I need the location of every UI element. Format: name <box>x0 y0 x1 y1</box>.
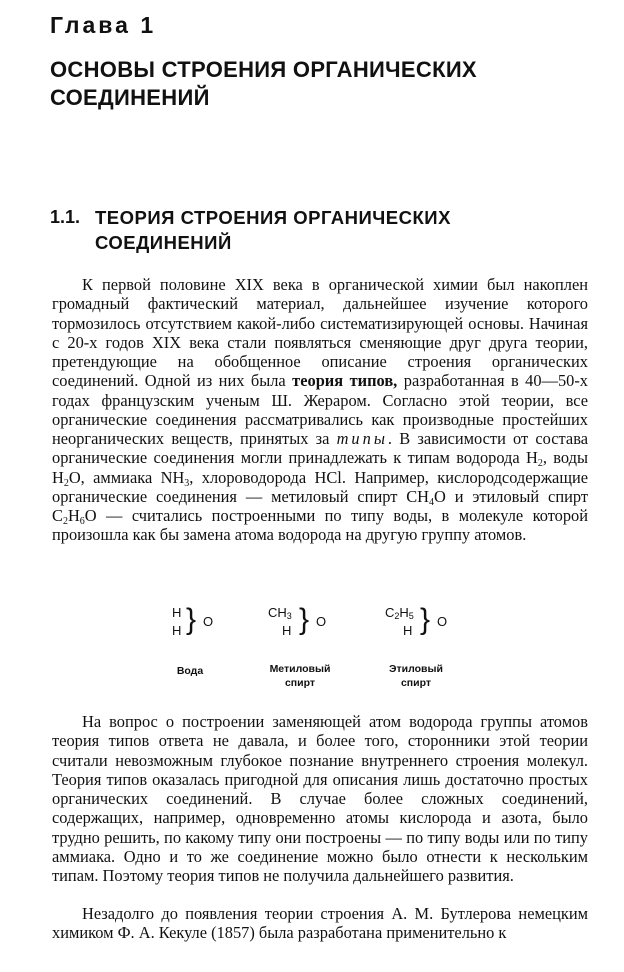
chapter-title: ОСНОВЫ СТРОЕНИЯ ОРГАНИЧЕСКИХ СОЕДИНЕНИЙ <box>50 57 477 110</box>
atom-h-bottom: H <box>282 623 292 638</box>
group-c2h5 <box>385 605 414 621</box>
spaced-term-types: типы <box>336 429 388 448</box>
text-span: разработанная в 40—50-х годах французским ученым Ш. Жераром. Согласно этой теории, все органические соединения рассматривались как производные простейших неорганических веществ, принятых за <box>52 371 588 448</box>
atom-c: C <box>385 605 395 620</box>
subscript: 3 <box>286 611 292 621</box>
subscript: 4 <box>429 496 434 508</box>
text-span: O и этиловый спирт C <box>52 486 589 525</box>
paragraph-kekule: Незадолго до появления теории строения А. М. Бутлерова немецким химиком Ф. А. Кекуле (1857) была разработана применительно к <box>52 904 588 943</box>
bold-term-type-theory: теория типов, <box>292 371 398 391</box>
caption-text: Вода <box>176 665 204 677</box>
text-span: . В зависимости от состава органические соединения могли принадлежать к типам водорода H <box>52 429 588 468</box>
group-ch3-text: CH <box>268 605 287 620</box>
atom-h: H <box>399 605 409 620</box>
caption-ethanol <box>376 662 456 690</box>
subscript: 3 <box>184 477 190 489</box>
text-span: H <box>67 506 80 525</box>
brace-icon: } <box>420 603 431 636</box>
subscript: 6 <box>79 516 85 527</box>
formula-water <box>170 603 230 643</box>
caption-methanol <box>260 662 340 690</box>
text-span: , хлороводорода HCl. Например, кислородсодержащие органические соединения — метиловый спирт CH <box>52 467 589 506</box>
atom-oxygen: O <box>203 614 214 629</box>
brace-icon: } <box>186 603 197 636</box>
paragraph-limitations: На вопрос о построении заменяющей атом водорода группы атомов теория типов ответа не давала, и более того, сторонники этой теории считали невозможным глубокое познание внутреннего строения молекул. Теория типов оказалась пригодной для описания лишь достаточно простых органических соединений. В случае более сложных соединений, содержащих, например, одновременно атомы кислорода и азота, было трудно решить, по какому типу они построены — по типу воды или по типу аммиака. Одно и то же соединение можно было отнести к нескольким типам. Поэтому теория типов не получила дальнейшего развития. <box>52 712 588 885</box>
atom-oxygen: O <box>316 614 327 629</box>
subscript: 5 <box>408 611 414 621</box>
text-span: O — считались построенными по типу воды, в молекуле которой произошла как бы замена атома водорода на другую группу атомов. <box>52 506 588 545</box>
subscript: 2 <box>63 477 69 489</box>
group-ch3 <box>268 605 292 621</box>
atom-oxygen: O <box>437 614 448 629</box>
caption-line: спирт <box>400 677 432 689</box>
atom-h-bottom: H <box>403 623 413 638</box>
subscript: 2 <box>394 611 400 621</box>
caption-line: спирт <box>284 677 316 689</box>
text-span: , воды H <box>52 448 588 487</box>
text-span: К первой половине XIX века в органической химии был накоплен громадный фактический материал, дальнейшее изучение которого тормозилось отсутствием какой-либо систематизирующей основы. Начиная с 20-х годов XIX века стали появляться сменяющие друг друга теории, претендующие на обобщенное описание строения органических соединений. Одной из них была <box>52 275 588 391</box>
section-number: 1.1. <box>50 207 81 227</box>
subscript: 2 <box>62 516 68 527</box>
atom-h-top: H <box>172 605 182 620</box>
atom-h-bottom: H <box>172 623 182 638</box>
brace-icon: } <box>299 603 310 636</box>
formula-methanol <box>265 603 345 643</box>
formula-ethanol <box>383 603 473 643</box>
subscript: 2 <box>537 458 543 470</box>
paragraph-type-theory <box>52 275 588 545</box>
caption-water <box>155 664 225 678</box>
section-title: ТЕОРИЯ СТРОЕНИЯ ОРГАНИЧЕСКИХ СОЕДИНЕНИЙ <box>95 207 451 253</box>
chapter-label: Глава 1 <box>50 12 157 38</box>
caption-line: Метиловый <box>269 663 331 675</box>
caption-line: Этиловый <box>389 663 443 675</box>
text-span: O, аммиака NH <box>68 467 185 487</box>
